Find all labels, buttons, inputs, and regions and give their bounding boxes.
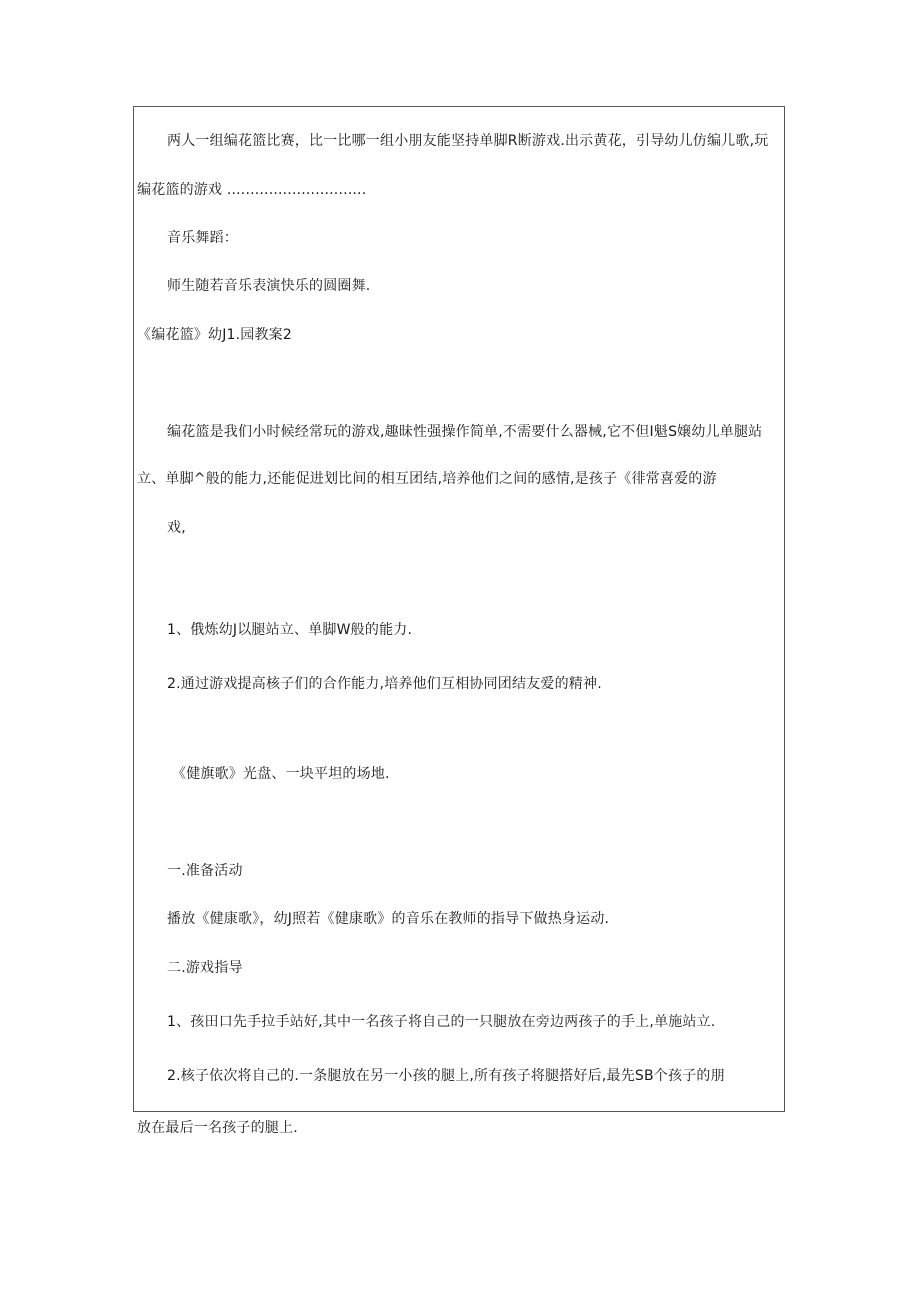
section-heading: 一.准备活动 — [167, 863, 243, 879]
goal-item: 1、俄炼幼J以腿站立、单脚W般的能力. — [167, 622, 413, 638]
paragraph-line: 立、单脚^般的能力,还能促进划比间的相互团结,培养他们之间的感情,是孩子《徘常喜爱的游 — [137, 471, 717, 487]
materials-line: 《健旗歌》光盘、一块平坦的场地. — [172, 766, 390, 782]
document-title: 《编花篮》幼J1.园教案2 — [137, 327, 292, 343]
section-heading: 音乐舞蹈： — [167, 230, 238, 246]
step-item: 2.核子依次将自己的.一条腿放在另一小孩的腿上,所有孩子将腿搭好后,最先SB个孩子的朋 — [167, 1068, 725, 1084]
paragraph-line: 编花篮的游戏 .............................. — [137, 182, 367, 198]
paragraph-line: 播放《健康歌》，幼J照若《健康歌》的音乐在教师的指导下做热身运动. — [167, 911, 610, 927]
paragraph-line: 放在最后一名孩子的腿上. — [137, 1120, 298, 1136]
paragraph-line: 编花篮是我们小时候经常玩的游戏,趣昧性强操作简单,不需要什么器械,它不但I魁S嬢幼儿单腿站 — [167, 424, 763, 440]
paragraph-line: 师生随若音乐表演快乐的圆圈舞. — [167, 278, 371, 294]
goal-item: 2.通过游戏提高核子们的合作能力,培养他们互相协同团结友爱的精神. — [167, 676, 602, 692]
paragraph-line: 戏, — [167, 520, 186, 536]
section-heading: 二.游戏指导 — [167, 960, 243, 976]
paragraph-line: 两人一组编花篮比赛，比一比哪一组小朋友能坚持单脚R断游戏.出示黄花，引导幼儿仿编儿歌,玩 — [167, 133, 769, 149]
step-item: 1、孩田口先手拉手站好,其中一名孩子将自己的一只腿放在旁边两孩子的手上,单施站立. — [167, 1014, 716, 1030]
